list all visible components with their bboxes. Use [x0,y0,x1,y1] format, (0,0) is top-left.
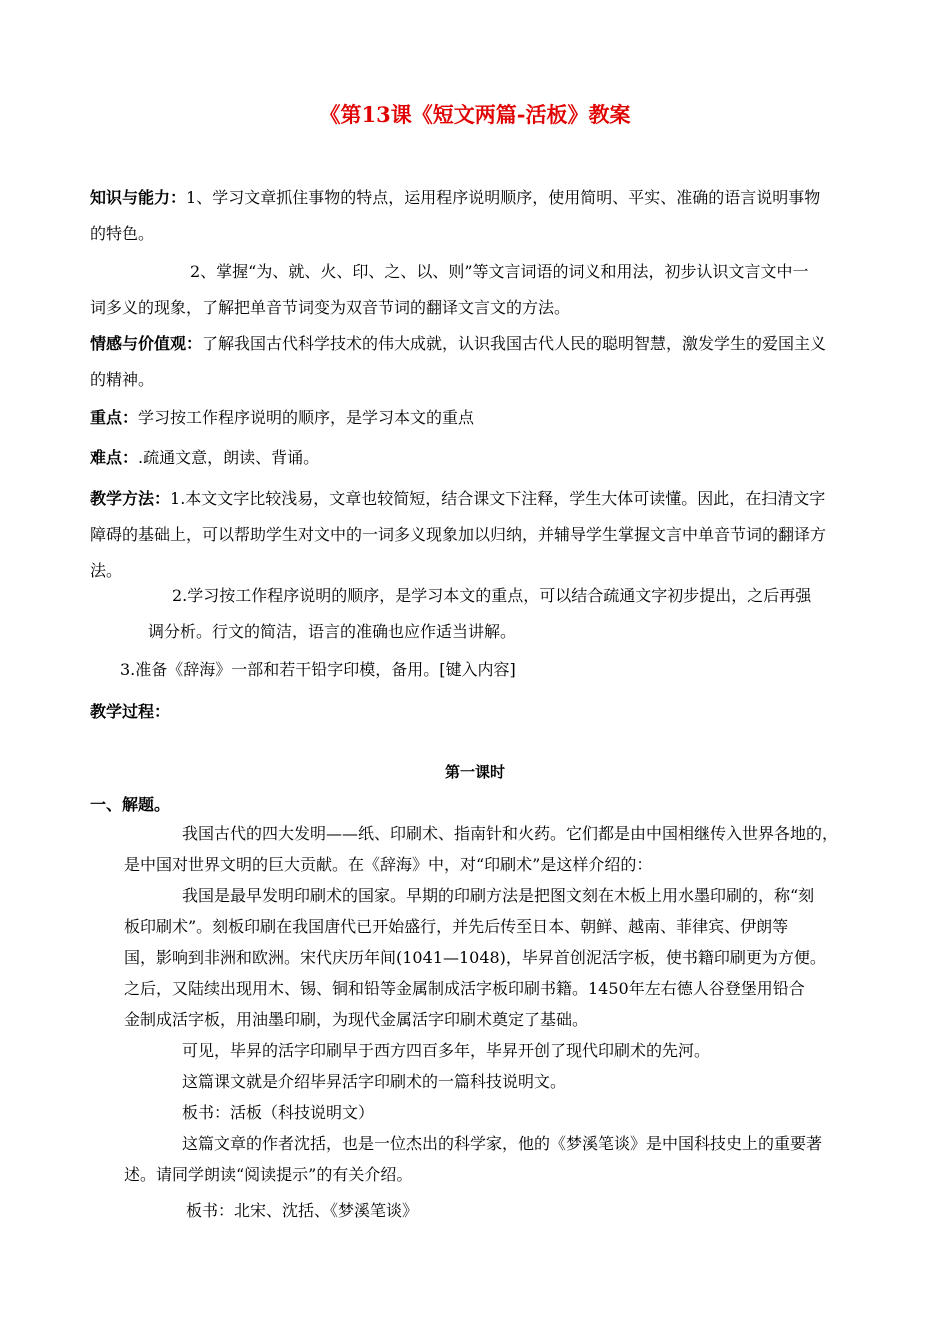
knowledge-text-2: 的特色。 [90,224,155,243]
emotion-section [90,326,826,398]
section-1-heading: 一、解题。 [90,795,171,814]
knowledge-label: 知识与能力： [90,188,187,207]
emotion-text-2: 的精神。 [90,370,155,389]
knowledge-text-1: 1、学习文章抓住事物的特点，运用程序说明顺序，使用简明、平实、准确的语言说明事物 [186,188,821,207]
knowledge-item2-line2: 词多义的现象，了解把单音节词变为双音节词的翻译文言文的方法。 [90,298,571,317]
para6-line2: 述。请同学朗读“阅读提示”的有关介绍。 [124,1165,413,1184]
section-1-para-4: 这篇课文就是介绍毕昇活字印刷术的一篇科技说明文。 [182,1072,567,1091]
knowledge-section [90,180,820,252]
knowledge-item-2 [90,254,809,326]
process-section [90,694,170,730]
lesson-heading: 第一课时 [444,763,505,781]
method-item-3 [120,652,516,688]
method-text-2: 障碍的基础上，可以帮助学生对文中的一词多义现象加以归纳，并辅导学生掌握文言中单音节词的翻译方 [90,525,827,544]
emotion-label: 情感与价值观： [90,334,203,353]
para6-line1: 这篇文章的作者沈括，也是一位杰出的科学家，他的《梦溪笔谈》是中国科技史上的重要著 [182,1134,823,1153]
method-item-2 [148,578,811,650]
emotion-text-1: 了解我国古代科学技术的伟大成就，认识我国古代人民的聪明智慧，激发学生的爱国主义 [202,334,827,353]
method-item2-line2: 调分析。行文的简洁，语言的准确也应作适当讲解。 [148,622,517,641]
difficulty-text: .疏通文意，朗读、背诵。 [138,448,320,467]
difficulty-section [90,440,319,476]
para2-line1: 我国是最早发明印刷术的国家。早期的印刷方法是把图文刻在木板上用水墨印刷的，称“刻 [182,886,815,905]
section-1-para-3: 可见，毕昇的活字印刷早于西方四百多年，毕昇开创了现代印刷术的先河。 [182,1041,711,1060]
process-label: 教学过程： [90,702,171,721]
para2-line3: 国，影响到非洲和欧洲。宋代庆历年间(1041—1048)，毕昇首创泥活字板，使书籍印刷更为方便。 [124,948,826,967]
method-section [90,481,826,589]
section-1-para-5: 板书：活板（科技说明文） [182,1103,375,1122]
para1-line1: 我国古代的四大发明——纸、印刷术、指南针和火药。它们都是由中国相继传入世界各地的， [182,824,839,843]
section-1-para-1 [90,818,838,880]
para2-line4: 之后，又陆续出现用木、锡、铜和铅等金属制成活字板印刷书籍。1450年左右德人谷登堡用铅合 [124,979,805,998]
keypoint-text: 学习按工作程序说明的顺序，是学习本文的重点 [138,408,475,427]
para2-line2: 板印刷术”。刻板印刷在我国唐代已开始盛行，并先后传至日本、朝鲜、越南、菲律宾、伊朗等 [124,917,789,936]
para2-line5: 金制成活字板，用油墨印刷，为现代金属活字印刷术奠定了基础。 [124,1010,589,1029]
method-text-3: 法。 [90,561,123,580]
method-text-1: 1.本文文字比较浅易，文章也较简短，结合课文下注释，学生大体可读懂。因此，在扫清文字 [170,489,826,508]
keypoint-label: 重点： [90,408,139,427]
knowledge-item2-line1: 2、掌握“为、就、火、印、之、以、则”等文言词语的词义和用法，初步认识文言文中一 [190,262,809,281]
section-1-para-6 [124,1128,822,1190]
keypoint-section [90,400,474,436]
method-item3-text: 3.准备《辞海》一部和若干铅字印模，备用。[键入内容] [120,660,516,679]
section-1-para-2 [124,880,826,1035]
section-1-para-7: 板书：北宋、沈括、《梦溪笔谈》 [186,1201,419,1220]
method-item2-line1: 2.学习按工作程序说明的顺序，是学习本文的重点，可以结合疏通文字初步提出，之后再强 [172,586,812,605]
difficulty-label: 难点： [90,448,139,467]
document-title: 《第13课《短文两篇-活板》教案 [319,102,631,127]
method-label: 教学方法： [90,489,171,508]
para1-line2: 是中国对世界文明的巨大贡献。在《辞海》中，对“印刷术”是这样介绍的： [124,855,653,874]
